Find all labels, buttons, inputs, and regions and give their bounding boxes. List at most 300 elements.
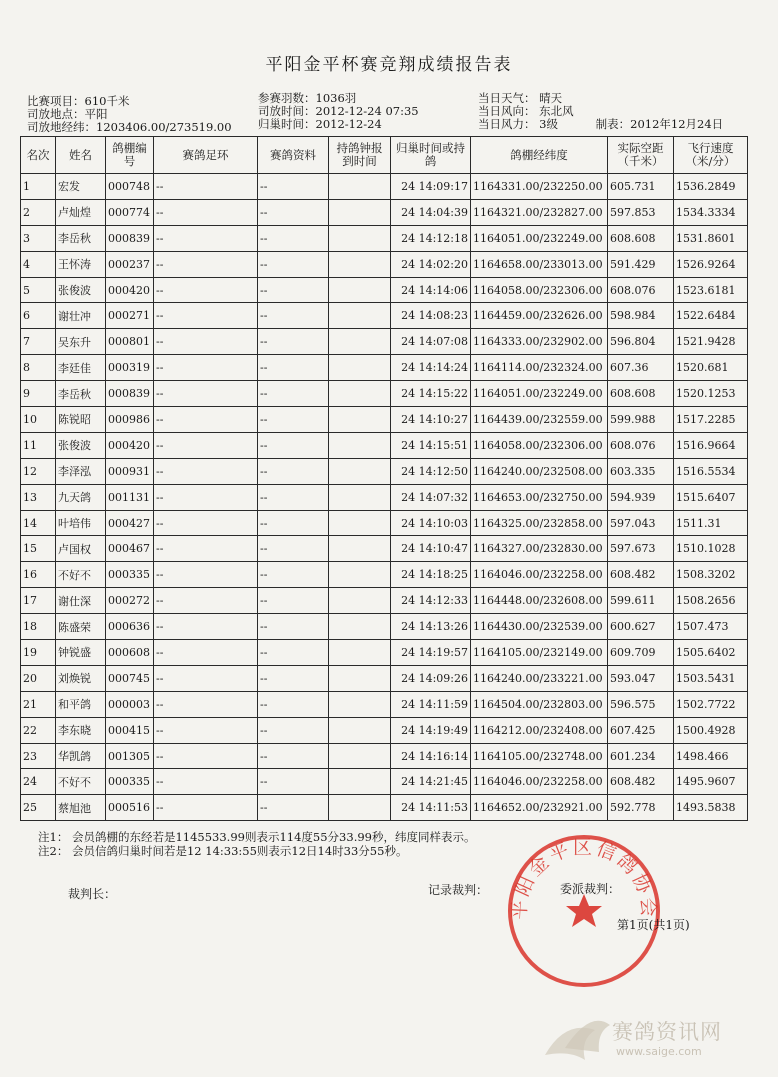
table-row [21,665,748,691]
cell-speed: 1507.473 [674,614,748,640]
cell-loft-id: 000986 [106,407,154,433]
table-row [21,484,748,510]
cell-speed: 1511.31 [674,510,748,536]
official-seal [505,832,663,990]
cell-return-time: 24 14:12:50 [391,458,471,484]
cell-rank: 4 [21,251,56,277]
svg-text:平阳金平区信鸽协会: 平阳金平区信鸽协会 [508,836,660,921]
cell-distance: 593.047 [608,665,674,691]
cell-pigeon-info: -- [258,484,329,510]
cell-rank: 6 [21,303,56,329]
entry-count: 参赛羽数：1036羽 [258,91,357,105]
header-loft-coords: 鸽棚经纬度 [471,137,608,174]
cell-loft-coords: 1164459.00/232626.00 [471,303,608,329]
table-row [21,432,748,458]
cell-rank: 14 [21,510,56,536]
cell-loft-coords: 1164652.00/232921.00 [471,795,608,821]
cell-pigeon-info: -- [258,251,329,277]
cell-speed: 1531.8601 [674,225,748,251]
cell-distance: 607.36 [608,355,674,381]
cell-rank: 3 [21,225,56,251]
cell-speed: 1536.2849 [674,174,748,200]
cell-clock-time [329,769,391,795]
cell-loft-id: 000271 [106,303,154,329]
cell-ring: -- [154,303,258,329]
cell-loft-id: 000420 [106,277,154,303]
cell-ring: -- [154,510,258,536]
cell-name: 不好不 [56,562,106,588]
cell-return-time: 24 14:10:27 [391,407,471,433]
cell-clock-time [329,562,391,588]
cell-ring: -- [154,432,258,458]
cell-distance: 600.627 [608,614,674,640]
table-row [21,303,748,329]
cell-return-time: 24 14:14:06 [391,277,471,303]
made-date: 制表：2012年12月24日 [595,117,724,131]
cell-clock-time [329,510,391,536]
cell-pigeon-info: -- [258,277,329,303]
table-row [21,640,748,666]
cell-speed: 1505.6402 [674,640,748,666]
cell-return-time: 24 14:11:53 [391,795,471,821]
cell-distance: 609.709 [608,640,674,666]
cell-rank: 7 [21,329,56,355]
cell-pigeon-info: -- [258,795,329,821]
cell-pigeon-info: -- [258,225,329,251]
cell-name: 王怀涛 [56,251,106,277]
cell-name: 宏发 [56,174,106,200]
table-row [21,381,748,407]
cell-pigeon-info: -- [258,510,329,536]
cell-return-time: 24 14:09:26 [391,665,471,691]
cell-ring: -- [154,769,258,795]
cell-ring: -- [154,717,258,743]
cell-loft-id: 000335 [106,769,154,795]
cell-name: 吴东升 [56,329,106,355]
table-row [21,717,748,743]
cell-rank: 22 [21,717,56,743]
cell-speed: 1508.3202 [674,562,748,588]
page-indicator: 第1页(共1页) [617,918,690,932]
cell-rank: 17 [21,588,56,614]
weather: 当日天气： 晴天 [478,91,563,105]
cell-return-time: 24 14:07:08 [391,329,471,355]
cell-clock-time [329,407,391,433]
cell-speed: 1508.2656 [674,588,748,614]
cell-clock-time [329,484,391,510]
cell-clock-time [329,614,391,640]
cell-ring: -- [154,691,258,717]
table-row [21,588,748,614]
cell-loft-id: 000839 [106,225,154,251]
cell-clock-time [329,251,391,277]
cell-ring: -- [154,536,258,562]
cell-clock-time [329,640,391,666]
cell-distance: 601.234 [608,743,674,769]
cell-speed: 1502.7722 [674,691,748,717]
cell-loft-coords: 1164321.00/232827.00 [471,199,608,225]
cell-ring: -- [154,743,258,769]
cell-name: 张俊波 [56,432,106,458]
cell-loft-id: 000801 [106,329,154,355]
info-middle [258,92,419,131]
cell-rank: 18 [21,614,56,640]
cell-speed: 1534.3334 [674,199,748,225]
cell-speed: 1517.2285 [674,407,748,433]
cell-speed: 1516.9664 [674,432,748,458]
cell-loft-coords: 1164240.00/232508.00 [471,458,608,484]
cell-distance: 608.482 [608,562,674,588]
table-header-row [21,137,748,174]
cell-ring: -- [154,484,258,510]
cell-loft-id: 000636 [106,614,154,640]
cell-speed: 1510.1028 [674,536,748,562]
cell-distance: 608.076 [608,277,674,303]
cell-loft-id: 000003 [106,691,154,717]
cell-pigeon-info: -- [258,174,329,200]
note-2: 注2： 会员信鸽归巢时间若是12 14:33:55则表示12日14时33分55秒。 [38,844,408,858]
cell-ring: -- [154,795,258,821]
cell-distance: 597.673 [608,536,674,562]
cell-name: 李泽泓 [56,458,106,484]
cell-return-time: 24 14:19:57 [391,640,471,666]
cell-loft-coords: 1164240.00/233221.00 [471,665,608,691]
cell-speed: 1500.4928 [674,717,748,743]
cell-name: 谢壮冲 [56,303,106,329]
cell-return-time: 24 14:19:49 [391,717,471,743]
cell-loft-coords: 1164327.00/232830.00 [471,536,608,562]
cell-return-time: 24 14:15:51 [391,432,471,458]
cell-return-time: 24 14:04:39 [391,199,471,225]
cell-loft-id: 000467 [106,536,154,562]
cell-ring: -- [154,665,258,691]
cell-loft-coords: 1164439.00/232559.00 [471,407,608,433]
cell-pigeon-info: -- [258,536,329,562]
cell-speed: 1515.6407 [674,484,748,510]
header-rank: 名次 [21,137,56,174]
watermark-text: 赛鸽资讯网 [612,1020,722,1044]
cell-return-time: 24 14:12:18 [391,225,471,251]
cell-clock-time [329,691,391,717]
cell-pigeon-info: -- [258,199,329,225]
notes [38,830,475,858]
cell-loft-id: 000608 [106,640,154,666]
cell-pigeon-info: -- [258,562,329,588]
cell-speed: 1526.9264 [674,251,748,277]
cell-rank: 2 [21,199,56,225]
cell-pigeon-info: -- [258,432,329,458]
cell-distance: 608.608 [608,225,674,251]
cell-distance: 594.939 [608,484,674,510]
header-speed: 飞行速度（米/分） [674,137,748,174]
note-1: 注1： 会员鸽棚的东经若是1145533.99则表示114度55分33.99秒，纬度同样表示。 [38,830,476,844]
cell-return-time: 24 14:09:17 [391,174,471,200]
cell-loft-coords: 1164058.00/232306.00 [471,277,608,303]
cell-distance: 603.335 [608,458,674,484]
cell-pigeon-info: -- [258,407,329,433]
cell-clock-time [329,743,391,769]
cell-pigeon-info: -- [258,303,329,329]
cell-pigeon-info: -- [258,381,329,407]
cell-return-time: 24 14:10:47 [391,536,471,562]
cell-distance: 608.076 [608,432,674,458]
table-row [21,277,748,303]
cell-distance: 592.778 [608,795,674,821]
seal-star-icon [566,894,602,927]
cell-loft-id: 000745 [106,665,154,691]
cell-clock-time [329,432,391,458]
cell-loft-id: 001305 [106,743,154,769]
delegated-judge-label: 委派裁判： [560,882,621,896]
cell-return-time: 24 14:14:24 [391,355,471,381]
cell-distance: 598.984 [608,303,674,329]
cell-rank: 19 [21,640,56,666]
cell-loft-coords: 1164658.00/233013.00 [471,251,608,277]
table-row [21,562,748,588]
cell-loft-id: 000748 [106,174,154,200]
cell-name: 陈盛荣 [56,614,106,640]
table-row [21,458,748,484]
cell-distance: 599.988 [608,407,674,433]
cell-loft-coords: 1164046.00/232258.00 [471,562,608,588]
wind-force [478,118,723,131]
cell-name: 陈锐昭 [56,407,106,433]
info-left [27,95,232,134]
cell-rank: 9 [21,381,56,407]
cell-clock-time [329,665,391,691]
cell-clock-time [329,303,391,329]
cell-speed: 1516.5534 [674,458,748,484]
cell-name: 李廷佳 [56,355,106,381]
return-time: 归巢时间：2012-12-24 [258,117,382,131]
cell-pigeon-info: -- [258,458,329,484]
cell-ring: -- [154,381,258,407]
cell-clock-time [329,381,391,407]
wind-direction: 当日风向： 东北风 [478,104,574,118]
cell-loft-id: 000774 [106,199,154,225]
cell-ring: -- [154,562,258,588]
cell-ring: -- [154,355,258,381]
cell-loft-coords: 1164448.00/232608.00 [471,588,608,614]
cell-distance: 597.043 [608,510,674,536]
cell-loft-coords: 1164114.00/232324.00 [471,355,608,381]
cell-speed: 1498.466 [674,743,748,769]
cell-loft-coords: 1164325.00/232858.00 [471,510,608,536]
cell-loft-coords: 1164105.00/232149.00 [471,640,608,666]
header-name: 姓名 [56,137,106,174]
results-table [20,136,748,821]
cell-loft-coords: 1164504.00/232803.00 [471,691,608,717]
cell-loft-id: 000415 [106,717,154,743]
cell-loft-coords: 1164212.00/232408.00 [471,717,608,743]
cell-rank: 1 [21,174,56,200]
cell-distance: 608.482 [608,769,674,795]
cell-pigeon-info: -- [258,743,329,769]
cell-speed: 1503.5431 [674,665,748,691]
release-location: 司放地点：平阳 [27,107,108,121]
cell-speed: 1520.1253 [674,381,748,407]
cell-distance: 597.853 [608,199,674,225]
table-row [21,225,748,251]
cell-rank: 21 [21,691,56,717]
cell-name: 九天鸽 [56,484,106,510]
table-row [21,251,748,277]
table-row [21,743,748,769]
cell-ring: -- [154,174,258,200]
cell-loft-coords: 1164051.00/232249.00 [471,225,608,251]
cell-name: 刘焕锐 [56,665,106,691]
cell-name: 卢国权 [56,536,106,562]
cell-loft-id: 000319 [106,355,154,381]
cell-pigeon-info: -- [258,717,329,743]
header-pigeon-info: 赛鸽资料 [258,137,329,174]
cell-clock-time [329,536,391,562]
cell-loft-id: 000427 [106,510,154,536]
chief-judge-label: 裁判长： [68,887,117,901]
cell-ring: -- [154,588,258,614]
cell-return-time: 24 14:18:25 [391,562,471,588]
table-row [21,510,748,536]
table-row [21,614,748,640]
cell-pigeon-info: -- [258,640,329,666]
cell-name: 蔡旭池 [56,795,106,821]
cell-rank: 5 [21,277,56,303]
cell-return-time: 24 14:10:03 [391,510,471,536]
cell-loft-coords: 1164653.00/232750.00 [471,484,608,510]
cell-return-time: 24 14:02:20 [391,251,471,277]
cell-rank: 25 [21,795,56,821]
cell-loft-coords: 1164331.00/232250.00 [471,174,608,200]
cell-name: 叶培伟 [56,510,106,536]
cell-speed: 1520.681 [674,355,748,381]
cell-speed: 1522.6484 [674,303,748,329]
cell-return-time: 24 14:12:33 [391,588,471,614]
header-ring: 赛鸽足环 [154,137,258,174]
cell-pigeon-info: -- [258,329,329,355]
table-row [21,795,748,821]
cell-name: 李岳秋 [56,381,106,407]
table-row [21,355,748,381]
cell-rank: 20 [21,665,56,691]
table-row [21,691,748,717]
cell-pigeon-info: -- [258,588,329,614]
cell-name: 卢灿煌 [56,199,106,225]
cell-loft-coords: 1164333.00/232902.00 [471,329,608,355]
cell-ring: -- [154,329,258,355]
results-body [21,174,748,821]
cell-pigeon-info: -- [258,769,329,795]
cell-loft-id: 000420 [106,432,154,458]
cell-name: 和平鸽 [56,691,106,717]
cell-distance: 608.608 [608,381,674,407]
header-distance: 实际空距（千米） [608,137,674,174]
cell-return-time: 24 14:08:23 [391,303,471,329]
cell-distance: 596.575 [608,691,674,717]
cell-pigeon-info: -- [258,691,329,717]
cell-loft-id: 000516 [106,795,154,821]
report-title: 平阳金平杯赛竞翔成绩报告表 [265,55,513,75]
cell-name: 李岳秋 [56,225,106,251]
header-loft-id: 鸽棚编号 [106,137,154,174]
cell-loft-coords: 1164058.00/232306.00 [471,432,608,458]
cell-name: 华凯鸽 [56,743,106,769]
cell-loft-id: 000237 [106,251,154,277]
cell-loft-id: 000335 [106,562,154,588]
table-row [21,536,748,562]
cell-speed: 1521.9428 [674,329,748,355]
table-row [21,199,748,225]
cell-ring: -- [154,251,258,277]
cell-ring: -- [154,407,258,433]
header-clock-time: 持鸽钟报到时间 [329,137,391,174]
cell-return-time: 24 14:13:26 [391,614,471,640]
info-right [478,92,723,131]
cell-ring: -- [154,640,258,666]
cell-pigeon-info: -- [258,665,329,691]
cell-rank: 16 [21,562,56,588]
cell-loft-id: 000839 [106,381,154,407]
table-row [21,329,748,355]
cell-clock-time [329,174,391,200]
table-row [21,407,748,433]
cell-loft-coords: 1164051.00/232249.00 [471,381,608,407]
cell-rank: 15 [21,536,56,562]
cell-loft-coords: 1164046.00/232258.00 [471,769,608,795]
release-coords: 司放地经纬：1203406.00/273519.00 [27,120,232,134]
cell-clock-time [329,795,391,821]
cell-loft-id: 001131 [106,484,154,510]
cell-speed: 1495.9607 [674,769,748,795]
cell-clock-time [329,199,391,225]
cell-speed: 1493.5838 [674,795,748,821]
cell-ring: -- [154,277,258,303]
cell-rank: 10 [21,407,56,433]
cell-loft-id: 000272 [106,588,154,614]
cell-loft-coords: 1164105.00/232748.00 [471,743,608,769]
cell-return-time: 24 14:16:14 [391,743,471,769]
cell-loft-coords: 1164430.00/232539.00 [471,614,608,640]
cell-distance: 591.429 [608,251,674,277]
race-project: 比赛项目：610千米 [27,94,130,108]
cell-rank: 8 [21,355,56,381]
cell-name: 钟锐盛 [56,640,106,666]
table-row [21,769,748,795]
cell-ring: -- [154,614,258,640]
cell-name: 张俊波 [56,277,106,303]
cell-return-time: 24 14:15:22 [391,381,471,407]
cell-speed: 1523.6181 [674,277,748,303]
table-row [21,174,748,200]
cell-name: 不好不 [56,769,106,795]
cell-clock-time [329,717,391,743]
cell-ring: -- [154,225,258,251]
cell-clock-time [329,588,391,614]
cell-name: 谢仕深 [56,588,106,614]
cell-pigeon-info: -- [258,614,329,640]
cell-rank: 11 [21,432,56,458]
cell-clock-time [329,329,391,355]
cell-loft-id: 000931 [106,458,154,484]
cell-clock-time [329,355,391,381]
cell-return-time: 24 14:07:32 [391,484,471,510]
cell-distance: 605.731 [608,174,674,200]
cell-ring: -- [154,199,258,225]
recording-judge-label: 记录裁判： [428,883,489,897]
cell-distance: 607.425 [608,717,674,743]
cell-ring: -- [154,458,258,484]
cell-rank: 23 [21,743,56,769]
cell-return-time: 24 14:21:45 [391,769,471,795]
